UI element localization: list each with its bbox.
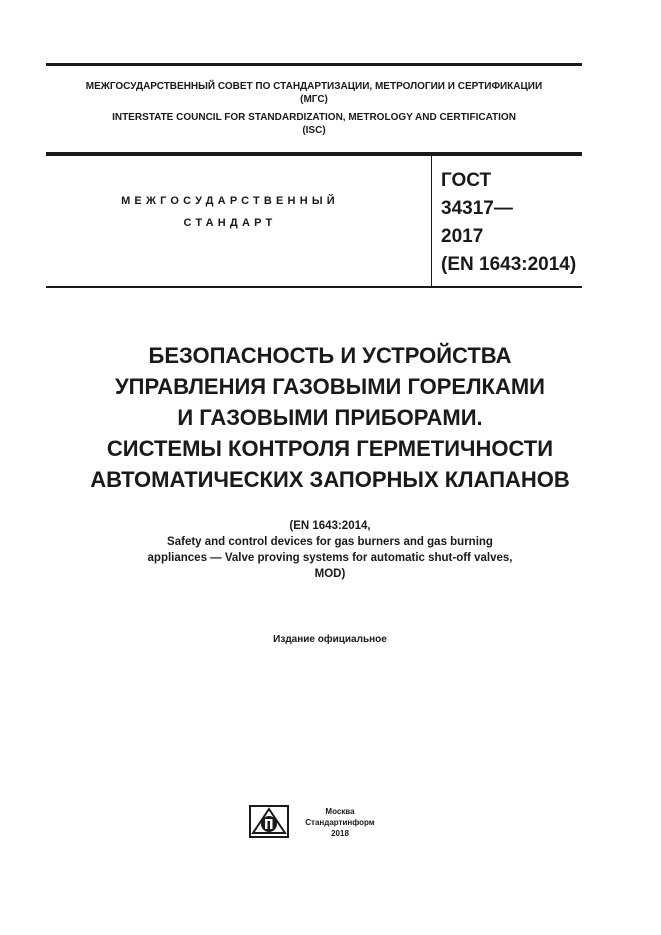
publisher-info <box>290 806 390 839</box>
standard-label-line2: СТАНДАРТ <box>183 217 277 229</box>
subtitle-line-4: MOD) <box>314 568 346 580</box>
publisher-city: Москва <box>325 807 355 816</box>
title-line-2: УПРАВЛЕНИЯ ГАЗОВЫМИ ГОРЕЛКАМИ <box>115 374 545 399</box>
publisher-year: 2018 <box>331 829 349 838</box>
council-block <box>46 80 582 137</box>
subtitle-line-3: appliances — Valve proving systems for automatic shut-off valves, <box>147 552 513 564</box>
document-title <box>40 340 620 495</box>
title-line-3: И ГАЗОВЫМИ ПРИБОРАМИ. <box>177 405 483 430</box>
standard-label-line1: МЕЖГОСУДАРСТВЕННЫЙ <box>121 195 339 207</box>
official-edition: Издание официальное <box>273 634 387 645</box>
gost-prefix: ГОСТ <box>441 170 492 191</box>
title-line-1: БЕЗОПАСНОСТЬ И УСТРОЙСТВА <box>148 343 512 368</box>
top-rule <box>46 63 582 66</box>
publisher-name: Стандартинформ <box>305 818 375 827</box>
designation-divider <box>431 156 432 286</box>
english-subtitle <box>60 518 600 582</box>
council-en-abbr: (ISC) <box>302 125 326 136</box>
gost-year: 2017 <box>441 226 484 247</box>
subtitle-line-1: (EN 1643:2014, <box>289 520 371 532</box>
council-ru-name: МЕЖГОСУДАРСТВЕННЫЙ СОВЕТ ПО СТАНДАРТИЗАЦИИ, МЕТРОЛОГИИ И СЕРТИФИКАЦИИ <box>85 81 543 92</box>
council-en-name: INTERSTATE COUNCIL FOR STANDARDIZATION, METROLOGY AND CERTIFICATION <box>112 112 516 123</box>
standartinform-logo-icon <box>249 805 289 838</box>
council-bottom-rule <box>46 152 582 156</box>
gost-number: 34317— <box>441 198 513 219</box>
subtitle-line-2: Safety and control devices for gas burners and gas burning <box>167 536 493 548</box>
title-line-4: СИСТЕМЫ КОНТРОЛЯ ГЕРМЕТИЧНОСТИ <box>106 436 554 461</box>
standard-label <box>80 190 380 234</box>
title-line-5: АВТОМАТИЧЕСКИХ ЗАПОРНЫХ КЛАПАНОВ <box>90 467 570 492</box>
council-ru-abbr: (МГС) <box>300 94 328 105</box>
gost-designation <box>441 167 641 279</box>
gost-en-reference: (EN 1643:2014) <box>441 254 577 275</box>
header-bottom-rule <box>46 286 582 288</box>
